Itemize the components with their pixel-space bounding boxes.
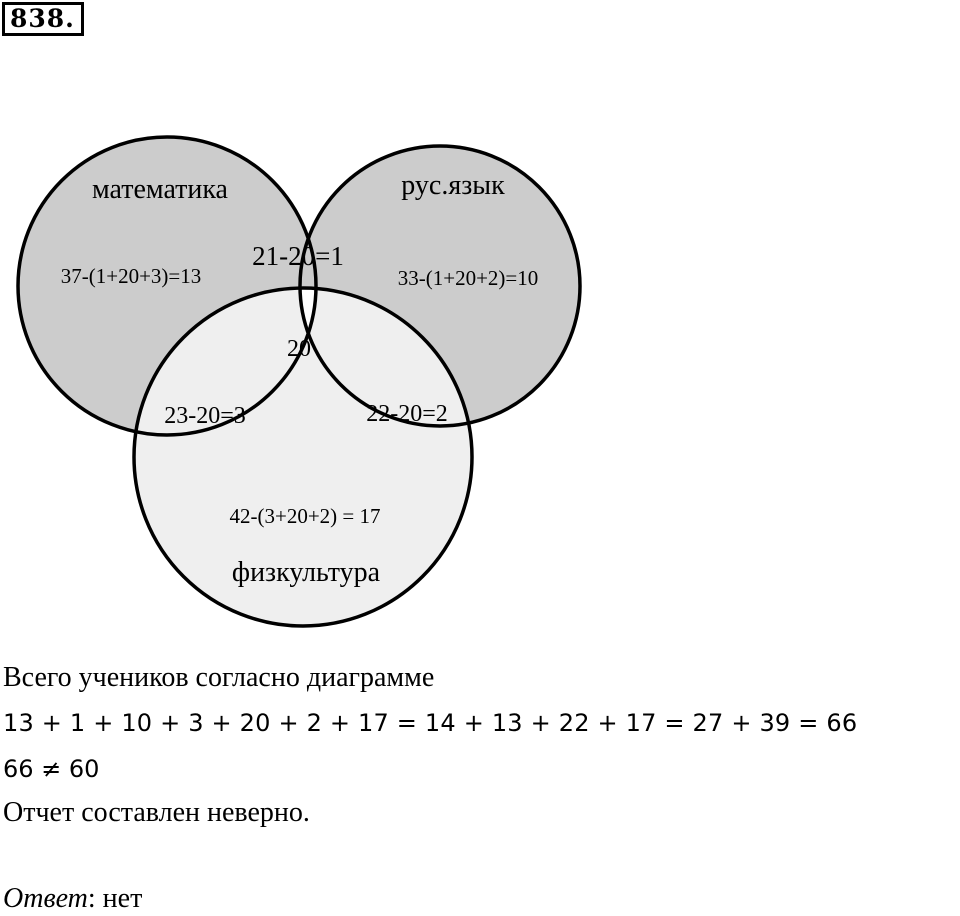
problem-number: 838. — [2, 2, 84, 36]
answer-label: Ответ — [3, 883, 88, 914]
region-math-only: 37-(1+20+3)=13 — [60, 264, 202, 288]
solution-inequality: 66 ≠ 60 — [3, 755, 100, 783]
answer-line — [3, 882, 142, 916]
solution-conclusion: Отчет составлен неверно. — [3, 797, 310, 828]
set-label-russian: рус.язык — [401, 170, 505, 201]
solution-intro: Всего учеников согласно диаграмме — [3, 662, 435, 693]
region-russian-only: 33-(1+20+2)=10 — [397, 266, 539, 290]
region-russian-pe: 22-20=2 — [366, 401, 448, 427]
region-all-three: 20 — [287, 336, 311, 362]
region-pe-only: 42-(3+20+2) = 17 — [229, 504, 381, 528]
set-label-math: математика — [92, 174, 228, 205]
region-math-russian: 21-20=1 — [252, 241, 344, 271]
set-label-pe: физкультура — [231, 557, 381, 588]
answer-value: : нет — [87, 883, 143, 914]
solution-sum: 13 + 1 + 10 + 3 + 20 + 2 + 17 = 14 + 13 + 22 + 17 = 27 + 39 = 66 — [3, 709, 858, 737]
region-math-pe: 23-20=3 — [164, 403, 246, 429]
